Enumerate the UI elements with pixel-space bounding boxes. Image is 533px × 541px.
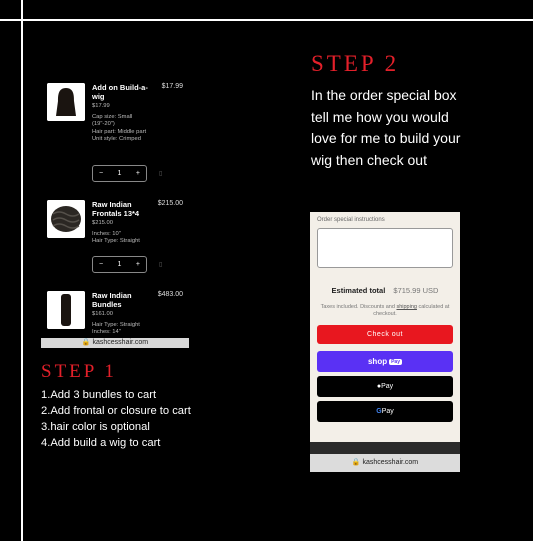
browser-toolbar [310,442,460,454]
google-pay-label: Pay [381,408,394,415]
item-details [92,311,154,337]
item-details [92,103,154,144]
straight-hair-icon[interactable] [47,291,85,329]
browser-url-bar[interactable]: 🔒 kashcesshair.com [41,338,189,348]
quantity-stepper[interactable] [92,165,147,182]
minus-button[interactable]: − [99,170,104,177]
minus-button[interactable]: − [99,261,104,268]
estimated-total [310,286,460,295]
step1-line: 4.Add build a wig to cart [41,437,161,449]
item-unit-price: $161.00 [92,311,113,317]
plus-button[interactable]: + [135,170,140,177]
item-unit-price: $215.00 [92,220,113,226]
estimated-total-value: $715.99 USD [393,286,439,295]
tax-note [320,304,450,318]
step2-instructions: In the order special box tell me how you would love for me to build your wig then check out [311,87,461,168]
shop-pay-badge: Pay [391,358,400,365]
quantity-value: 1 [117,170,122,177]
item-total-price: $17.99 [161,83,183,90]
trash-icon[interactable]: ▯ [159,171,163,177]
frame-left-line [21,0,23,541]
apple-icon: ● [376,383,382,390]
step1-line: 2.Add frontal or closure to cart [41,405,191,417]
cart-panel [41,76,189,348]
plus-button[interactable]: + [135,261,140,268]
wavy-hair-icon[interactable] [47,200,85,238]
wig-icon[interactable] [47,83,85,121]
instructions-label: Order special instructions [317,217,385,223]
item-total-price: $483.00 [157,291,183,298]
item-detail: Hair part: Middle part [92,128,147,135]
item-detail: Unit style: Crimped [92,136,141,143]
item-detail: Hair Type: Straight [92,321,140,328]
item-detail: Cap size: Small (19"-20") [92,113,133,128]
shop-pay-label: shop [367,357,388,366]
frame-top-line [0,19,533,21]
google-pay-button[interactable] [317,401,453,422]
step2-title: STEP 2 [311,51,400,76]
google-icon: G [376,408,382,415]
item-details [92,220,154,246]
shipping-link[interactable]: shipping [396,304,417,310]
tax-text: Taxes included. Discounts and [320,304,397,310]
item-detail: Inches: 10" [92,230,121,237]
item-unit-price: $17.99 [92,103,110,109]
shop-pay-button[interactable] [317,351,453,372]
checkout-panel [310,212,460,472]
apple-pay-button[interactable] [317,376,453,397]
item-detail: Hair Type: Straight [92,238,140,245]
item-total-price: $215.00 [157,200,183,207]
item-name[interactable]: Raw Indian Bundles [92,291,132,309]
item-name[interactable]: Add on Build-a-wig [92,83,148,101]
step1-line: 3.hair color is optional [41,421,150,433]
quantity-value: 1 [117,261,122,268]
item-name[interactable]: Raw Indian Frontals 13*4 [92,200,140,218]
item-detail: Inches: 14" [92,329,121,336]
quantity-stepper[interactable] [92,256,147,273]
apple-pay-label: Pay [381,383,394,390]
step1-title: STEP 1 [41,361,117,382]
special-instructions-input[interactable] [317,228,453,268]
step1-line: 1.Add 3 bundles to cart [41,389,157,401]
tax-text-end: calculated at checkout. [373,304,450,317]
trash-icon[interactable]: ▯ [159,262,163,268]
checkout-button[interactable]: Check out [317,325,453,344]
step1-instructions [41,387,191,451]
estimated-total-label: Estimated total [331,286,386,295]
browser-url-bar[interactable]: 🔒 kashcesshair.com [310,454,460,472]
